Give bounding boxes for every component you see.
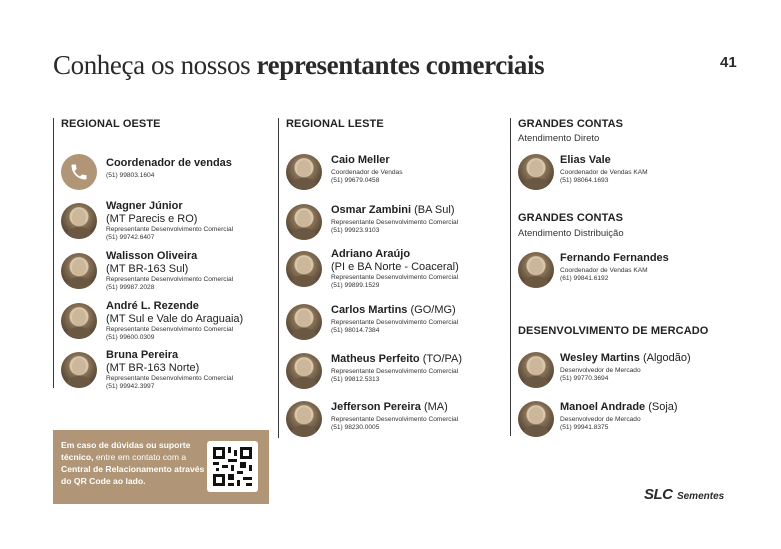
contact-role: Coordenador de Vendas [331, 169, 403, 176]
phone-icon [61, 154, 97, 190]
contact-name: Bruna Pereira [106, 349, 179, 361]
contact-phone: (51) 99812.5313 [331, 376, 380, 383]
avatar [61, 203, 97, 239]
section-heading: DESENVOLVIMENTO DE MERCADO [518, 325, 709, 337]
avatar [518, 252, 554, 288]
avatar [286, 154, 322, 190]
help-box [53, 430, 269, 504]
contact-role: Representante Desenvolvimento Comercial [106, 326, 234, 333]
contact-role: Desenvolvedor de Mercado [560, 367, 641, 374]
contact-phone: (61) 99841.6192 [560, 275, 609, 282]
column-heading: REGIONAL LESTE [286, 118, 384, 130]
contact-name: Fernando Fernandes [560, 252, 669, 264]
avatar [286, 353, 322, 389]
contact-role: Coordenador de Vendas KAM [560, 169, 648, 176]
contact-phone: (51) 99923.9103 [331, 227, 380, 234]
contact-region: (MT Sul e Vale do Araguaia) [106, 313, 244, 325]
title-bold: representantes comerciais [256, 50, 545, 80]
avatar [518, 352, 554, 388]
avatar [61, 303, 97, 339]
column-regional-leste [278, 118, 499, 438]
title-regular: Conheça os nossos [53, 50, 257, 80]
contact-role: Representante Desenvolvimento Comercial [331, 274, 459, 281]
page-number: 41 [720, 54, 737, 71]
avatar [286, 204, 322, 240]
contact-name: Manoel Andrade (Soja) [560, 401, 678, 413]
avatar [286, 251, 322, 287]
contact-region: (MT BR-163 Norte) [106, 362, 200, 374]
contact-phone: (51) 98014.7384 [331, 327, 380, 334]
avatar [61, 253, 97, 289]
contact-phone: (51) 99941.8375 [560, 424, 609, 431]
contact-name: Jefferson Pereira (MA) [331, 401, 448, 413]
contact-role: Representante Desenvolvimento Comercial [331, 416, 459, 423]
column-grandes-contas [510, 118, 751, 436]
avatar [286, 401, 322, 437]
contact-region: (PI e BA Norte - Coaceral) [331, 261, 459, 273]
section-heading: GRANDES CONTAS [518, 212, 624, 224]
column-regional-oeste [53, 118, 274, 388]
contact-region: (MT Parecis e RO) [106, 213, 198, 225]
contact-role: Representante Desenvolvimento Comercial [106, 226, 234, 233]
contact-name: Caio Meller [331, 154, 390, 166]
contact-name: Adriano Araújo [331, 248, 411, 260]
contact-phone: (51) 99600.0309 [106, 334, 155, 341]
section-subheading: Atendimento Direto [518, 133, 600, 144]
contact-name: Elias Vale [560, 154, 611, 166]
contact-phone: (51) 99742.6407 [106, 234, 155, 241]
help-text: Em caso de dúvidas ou suporte técnico, entre em contato com a Central de Relacionamento através do QR Code ao lado. [61, 440, 205, 486]
qr-code[interactable] [207, 441, 258, 492]
contact-name: Carlos Martins (GO/MG) [331, 304, 456, 316]
contact-role: Representante Desenvolvimento Comercial [106, 375, 234, 382]
contact-phone: (51) 99942.3997 [106, 383, 155, 390]
contact-name: Wesley Martins (Algodão) [560, 352, 691, 364]
contact-phone: (51) 98230.0005 [331, 424, 380, 431]
contact-role: Coordenador de Vendas KAM [560, 267, 648, 274]
contact-role: Desenvolvedor de Mercado [560, 416, 641, 423]
section-subheading: Atendimento Distribuição [518, 228, 624, 239]
contact-phone: (51) 99770.3694 [560, 375, 609, 382]
contact-role: Representante Desenvolvimento Comercial [331, 368, 459, 375]
slc-sementes-logo: SLC Sementes [644, 486, 725, 503]
avatar [286, 304, 322, 340]
contact-name: Osmar Zambini (BA Sul) [331, 204, 455, 216]
contact-name: Walisson Oliveira [106, 250, 198, 262]
avatar [518, 401, 554, 437]
contact-phone: (51) 99803.1604 [106, 172, 155, 179]
column-heading: REGIONAL OESTE [61, 118, 161, 130]
contact-phone: (51) 99987.2028 [106, 284, 155, 291]
contact-role: Representante Desenvolvimento Comercial [331, 319, 459, 326]
section-heading: GRANDES CONTAS [518, 118, 624, 130]
contact-name: André L. Rezende [106, 300, 199, 312]
contact-name: Coordenador de vendas [106, 157, 232, 169]
contact-phone: (51) 99679.0458 [331, 177, 380, 184]
contact-name: Wagner Júnior [106, 200, 183, 212]
contact-name: Matheus Perfeito (TO/PA) [331, 353, 463, 365]
contact-role: Representante Desenvolvimento Comercial [106, 276, 234, 283]
contact-phone: (51) 99899.1529 [331, 282, 380, 289]
page-title [53, 50, 544, 81]
contact-phone: (51) 98064.1693 [560, 177, 609, 184]
avatar [61, 352, 97, 388]
contact-region: (MT BR-163 Sul) [106, 263, 189, 275]
avatar [518, 154, 554, 190]
contact-role: Representante Desenvolvimento Comercial [331, 219, 459, 226]
